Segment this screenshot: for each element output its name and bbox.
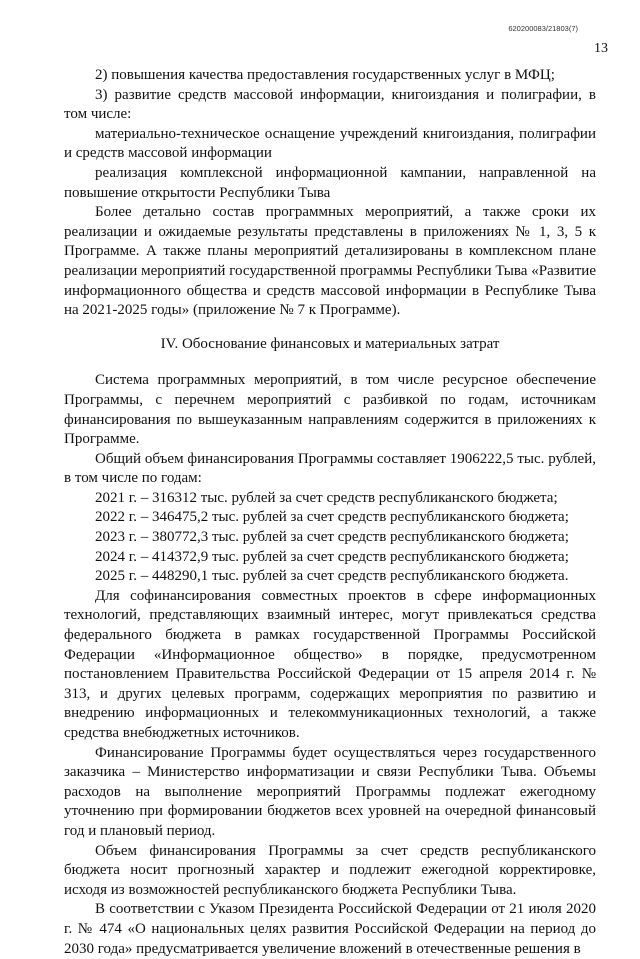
paragraph: реализация комплексной информационной кампании, направленной на повышение открытости Республики Тыва xyxy=(64,164,596,201)
paragraph: 3) развитие средств массовой информации, книгоиздания и полиграфии, в том числе: xyxy=(64,86,596,123)
paragraph: 2) повышения качества предоставления государственных услуг в МФЦ; xyxy=(95,67,555,83)
funding-year-line: 2022 г. – 346475,2 тыс. рублей за счет средств республиканского бюджета; xyxy=(95,509,569,526)
paragraph: материально-техническое оснащение учреждений книгоиздания, полиграфии и средств массовой информации xyxy=(64,125,596,162)
funding-year-line: 2024 г. – 414372,9 тыс. рублей за счет средств республиканского бюджета; xyxy=(95,548,569,565)
page-number: 13 xyxy=(594,41,608,56)
paragraph: Общий объем финансирования Программы составляет 1906222,5 тыс. рублей, в том числе по годам: xyxy=(64,450,596,487)
section-heading: IV. Обоснование финансовых и материальных затрат xyxy=(160,335,500,352)
paragraph: Более детально состав программных мероприятий, а также сроки их реализации и ожидаемые результаты представлены в приложениях № 1, 3, 5 к Программе. А также планы мероприятий детализированы в комплексном плане реализации мероприятий государственной программы Республики Тыва «Развитие информационного общества и средств массовой информации в Республике Тыва на 2021-2025 годы» (приложение № 7 к Программе). xyxy=(64,204,596,319)
paragraph: Объем финансирования Программы за счет средств республиканского бюджета носит прогнозный характер и подлежит ежегодной корректировке, исходя из возможностей республиканского бюджета Республики Тыва. xyxy=(64,842,596,898)
funding-year-line: 2023 г. – 380772,3 тыс. рублей за счет средств республиканского бюджета; xyxy=(95,529,569,546)
funding-year-line: 2025 г. – 448290,1 тыс. рублей за счет средств республиканского бюджета. xyxy=(95,568,569,585)
funding-year-line: 2021 г. – 316312 тыс. рублей за счет средств республиканского бюджета; xyxy=(95,489,558,506)
paragraph: Система программных мероприятий, в том числе ресурсное обеспечение Программы, с перечнем мероприятий с разбивкой по годам, источникам финансирования по вышеуказанным направлениям содержится в приложениях к Программе. xyxy=(64,372,596,448)
paragraph: Для софинансирования совместных проектов в сфере информационных технологий, представляющих взаимный интерес, могут привлекаться средства федерального бюджета в рамках государственной Программы Российской Федерации «Информационное общество» в порядке, предусмотренном постановлением Правительства Российской Федерации от 15 апреля 2014 г. № 313, и других целевых программ, содержащих мероприятия по развитию и внедрению информационных и телекоммуникационных технологий, а также средства внебюджетных источников. xyxy=(64,587,596,741)
document-body xyxy=(64,66,596,959)
document-code: 620200083/21803(7) xyxy=(508,24,578,33)
paragraph: Финансирование Программы будет осуществляться через государственного заказчика – Министерство информатизации и связи Республики Тыва. Объемы расходов на выполнение мероприятий Программы подлежат ежегодному уточнению при формировании бюджетов всех уровней на очередной финансовый год и плановый период. xyxy=(64,744,596,839)
paragraph: В соответствии с Указом Президента Российской Федерации от 21 июля 2020 г. № 474 «О национальных целях развития Российской Федерации на период до 2030 года» предусматривается увеличение вложений в отечественные решения в xyxy=(64,901,596,957)
